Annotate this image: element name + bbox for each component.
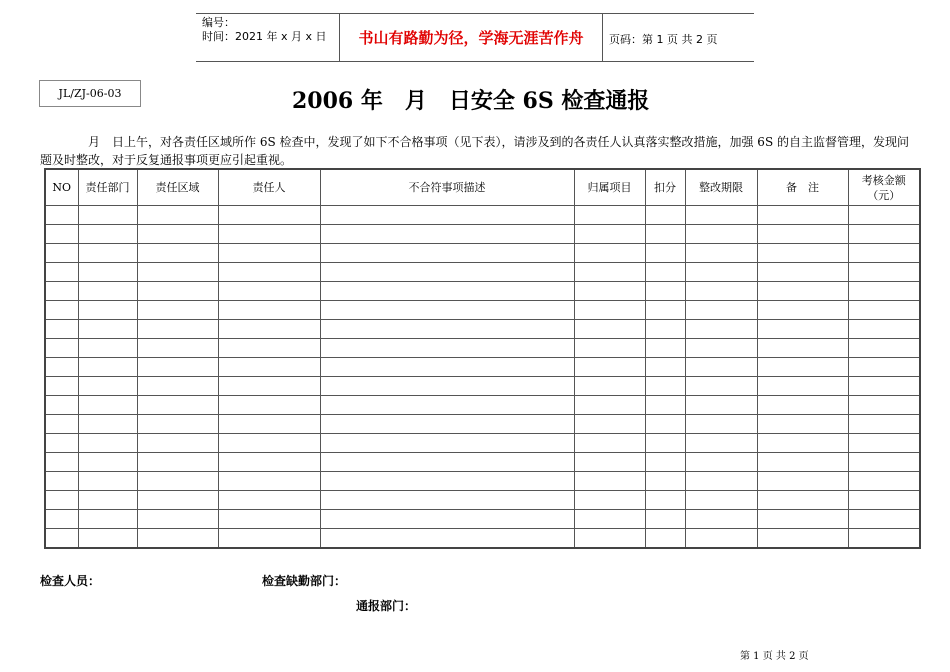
table-cell[interactable] <box>218 472 320 491</box>
table-cell[interactable] <box>757 225 848 244</box>
table-cell[interactable] <box>320 510 574 529</box>
table-cell[interactable] <box>757 282 848 301</box>
table-cell[interactable] <box>320 396 574 415</box>
table-cell[interactable] <box>574 453 645 472</box>
table-cell[interactable] <box>757 301 848 320</box>
table-cell[interactable] <box>78 320 137 339</box>
table-cell[interactable] <box>78 301 137 320</box>
table-cell[interactable] <box>757 529 848 549</box>
table-cell[interactable] <box>848 434 920 453</box>
table-cell[interactable] <box>78 510 137 529</box>
table-cell[interactable] <box>645 225 685 244</box>
table-cell[interactable] <box>218 206 320 225</box>
table-cell[interactable] <box>218 415 320 434</box>
header-info <box>202 16 327 44</box>
page-title: 2006 年 月 日安全 6S 检查通报 <box>292 88 650 114</box>
table-cell[interactable] <box>848 415 920 434</box>
table-cell[interactable] <box>45 434 78 453</box>
table-cell[interactable] <box>45 529 78 549</box>
table-cell[interactable] <box>78 244 137 263</box>
table-cell[interactable] <box>45 396 78 415</box>
table-cell[interactable] <box>78 282 137 301</box>
table-cell[interactable] <box>137 491 218 510</box>
table-cell[interactable] <box>574 434 645 453</box>
table-cell[interactable] <box>757 491 848 510</box>
table-cell[interactable] <box>45 472 78 491</box>
table-cell[interactable] <box>218 434 320 453</box>
inspector-label: 检查人员： <box>40 574 101 588</box>
table-cell[interactable] <box>218 453 320 472</box>
table-cell[interactable] <box>757 472 848 491</box>
table-cell[interactable] <box>645 263 685 282</box>
table-cell[interactable] <box>848 206 920 225</box>
table-cell[interactable] <box>757 453 848 472</box>
table-cell[interactable] <box>574 301 645 320</box>
table-cell[interactable] <box>320 453 574 472</box>
column-header: 责任区域 <box>137 169 218 206</box>
table-cell[interactable] <box>45 282 78 301</box>
table-cell[interactable] <box>757 244 848 263</box>
table-cell[interactable] <box>218 225 320 244</box>
table-cell[interactable] <box>137 339 218 358</box>
column-header: 归属项目 <box>574 169 645 206</box>
table-row <box>45 377 920 396</box>
table-cell[interactable] <box>320 358 574 377</box>
table-cell[interactable] <box>757 510 848 529</box>
table-row <box>45 396 920 415</box>
table-cell[interactable] <box>645 206 685 225</box>
page-header <box>196 13 754 62</box>
table-cell[interactable] <box>574 263 645 282</box>
table-cell[interactable] <box>848 472 920 491</box>
table-cell[interactable] <box>78 358 137 377</box>
table-cell[interactable] <box>848 263 920 282</box>
table-cell[interactable] <box>757 377 848 396</box>
intro-paragraph: 月 日上午，对各责任区域所作 6S 检查中，发现了如下不合格事项（见下表），请涉及到的各责任人认真落实整改措施，加强 6S 的自主监督管理，发现问题及时整改，对于反复通报事项更应引起重视。 <box>40 135 909 167</box>
column-header: 扣分 <box>645 169 685 206</box>
table-cell[interactable] <box>78 377 137 396</box>
table-cell[interactable] <box>685 282 757 301</box>
table-cell[interactable] <box>848 320 920 339</box>
table-cell[interactable] <box>45 453 78 472</box>
table-cell[interactable] <box>685 510 757 529</box>
table-cell[interactable] <box>78 491 137 510</box>
table-cell[interactable] <box>757 206 848 225</box>
table-cell[interactable] <box>218 377 320 396</box>
table-cell[interactable] <box>45 510 78 529</box>
column-header: 考核金额（元） <box>848 169 920 206</box>
table-cell[interactable] <box>848 529 920 549</box>
table-cell[interactable] <box>757 320 848 339</box>
table-cell[interactable] <box>685 415 757 434</box>
table-cell[interactable] <box>320 472 574 491</box>
table-cell[interactable] <box>45 263 78 282</box>
table-cell[interactable] <box>574 339 645 358</box>
table-row <box>45 301 920 320</box>
table-cell[interactable] <box>320 377 574 396</box>
table-cell[interactable] <box>574 377 645 396</box>
table-cell[interactable] <box>574 225 645 244</box>
table-cell[interactable] <box>574 529 645 549</box>
table-cell[interactable] <box>320 339 574 358</box>
table-cell[interactable] <box>645 358 685 377</box>
table-cell[interactable] <box>645 396 685 415</box>
table-cell[interactable] <box>645 415 685 434</box>
table-header-row <box>45 169 920 206</box>
table-row <box>45 510 920 529</box>
table-cell[interactable] <box>685 263 757 282</box>
table-cell[interactable] <box>757 339 848 358</box>
table-cell[interactable] <box>45 301 78 320</box>
table-cell[interactable] <box>848 282 920 301</box>
table-cell[interactable] <box>218 301 320 320</box>
page-number: 第 1 页 共 2 页 <box>740 651 809 662</box>
inspection-table <box>44 168 921 549</box>
table-cell[interactable] <box>848 301 920 320</box>
table-row <box>45 434 920 453</box>
table-cell[interactable] <box>137 206 218 225</box>
table-cell[interactable] <box>685 206 757 225</box>
column-header: 备 注 <box>757 169 848 206</box>
table-cell[interactable] <box>137 529 218 549</box>
table-cell[interactable] <box>320 282 574 301</box>
table-cell[interactable] <box>137 453 218 472</box>
table-cell[interactable] <box>574 510 645 529</box>
table-cell[interactable] <box>645 529 685 549</box>
table-cell[interactable] <box>45 244 78 263</box>
table-cell[interactable] <box>45 206 78 225</box>
table-cell[interactable] <box>685 339 757 358</box>
table-row <box>45 320 920 339</box>
table-cell[interactable] <box>320 263 574 282</box>
table-cell[interactable] <box>137 377 218 396</box>
table-cell[interactable] <box>137 301 218 320</box>
table-cell[interactable] <box>218 320 320 339</box>
table-cell[interactable] <box>574 282 645 301</box>
table-row <box>45 491 920 510</box>
table-cell[interactable] <box>848 510 920 529</box>
table-cell[interactable] <box>645 472 685 491</box>
table-cell[interactable] <box>45 415 78 434</box>
table-cell[interactable] <box>645 282 685 301</box>
table-cell[interactable] <box>78 396 137 415</box>
table-cell[interactable] <box>78 434 137 453</box>
table-cell[interactable] <box>757 434 848 453</box>
table-cell[interactable] <box>848 453 920 472</box>
table-cell[interactable] <box>574 396 645 415</box>
table-cell[interactable] <box>574 415 645 434</box>
table-cell[interactable] <box>45 358 78 377</box>
table-row <box>45 358 920 377</box>
table-cell[interactable] <box>45 491 78 510</box>
table-row <box>45 529 920 549</box>
table-cell[interactable] <box>320 301 574 320</box>
table-cell[interactable] <box>757 396 848 415</box>
table-cell[interactable] <box>645 339 685 358</box>
table-cell[interactable] <box>137 510 218 529</box>
table-cell[interactable] <box>78 415 137 434</box>
table-cell[interactable] <box>574 472 645 491</box>
table-row <box>45 453 920 472</box>
table-cell[interactable] <box>218 491 320 510</box>
table-cell[interactable] <box>685 301 757 320</box>
table-cell[interactable] <box>137 472 218 491</box>
column-header: 责任人 <box>218 169 320 206</box>
table-cell[interactable] <box>78 453 137 472</box>
table-cell[interactable] <box>320 491 574 510</box>
table-cell[interactable] <box>320 225 574 244</box>
doc-code: JL/ZJ-06-03 <box>39 80 141 107</box>
table-cell[interactable] <box>137 225 218 244</box>
table-cell[interactable] <box>685 225 757 244</box>
table-body <box>45 206 920 549</box>
table-cell[interactable] <box>137 263 218 282</box>
table-cell[interactable] <box>685 320 757 339</box>
table-row <box>45 244 920 263</box>
table-cell[interactable] <box>218 339 320 358</box>
table-cell[interactable] <box>685 396 757 415</box>
table-cell[interactable] <box>685 472 757 491</box>
table-cell[interactable] <box>78 263 137 282</box>
number-label: 编号： <box>202 16 235 29</box>
table-cell[interactable] <box>848 491 920 510</box>
table-cell[interactable] <box>320 529 574 549</box>
table-row <box>45 225 920 244</box>
table-cell[interactable] <box>218 510 320 529</box>
table-cell[interactable] <box>78 529 137 549</box>
table-cell[interactable] <box>45 225 78 244</box>
table-cell[interactable] <box>137 358 218 377</box>
table-cell[interactable] <box>685 377 757 396</box>
table-cell[interactable] <box>645 301 685 320</box>
table-cell[interactable] <box>320 434 574 453</box>
table-cell[interactable] <box>848 358 920 377</box>
report-dept-label: 通报部门： <box>356 599 417 613</box>
absent-dept-label: 检查缺勤部门： <box>262 574 347 588</box>
table-cell[interactable] <box>574 320 645 339</box>
table-cell[interactable] <box>45 377 78 396</box>
time-label: 时间：2021 年 x 月 x 日 <box>202 30 327 43</box>
page-label: 页码：第 1 页 共 2 页 <box>609 33 718 46</box>
column-header: 责任部门 <box>78 169 137 206</box>
table-cell[interactable] <box>320 320 574 339</box>
table-cell[interactable] <box>574 491 645 510</box>
table-cell[interactable] <box>137 244 218 263</box>
table-row <box>45 415 920 434</box>
table-cell[interactable] <box>685 453 757 472</box>
table-cell[interactable] <box>218 529 320 549</box>
table-cell[interactable] <box>848 244 920 263</box>
motto: 书山有路勤为径，学海无涯苦作舟 <box>339 14 603 61</box>
table-cell[interactable] <box>645 377 685 396</box>
table-cell[interactable] <box>78 472 137 491</box>
table-cell[interactable] <box>685 358 757 377</box>
table-cell[interactable] <box>645 434 685 453</box>
table-cell[interactable] <box>78 225 137 244</box>
table-cell[interactable] <box>645 510 685 529</box>
table-cell[interactable] <box>848 339 920 358</box>
table-cell[interactable] <box>645 453 685 472</box>
table-cell[interactable] <box>685 491 757 510</box>
table-cell[interactable] <box>848 225 920 244</box>
table-cell[interactable] <box>218 358 320 377</box>
table-cell[interactable] <box>137 282 218 301</box>
table-cell[interactable] <box>574 358 645 377</box>
table-cell[interactable] <box>645 320 685 339</box>
table-row <box>45 339 920 358</box>
column-header: 不合符事项描述 <box>320 169 574 206</box>
table-row <box>45 206 920 225</box>
table-row <box>45 282 920 301</box>
table-cell[interactable] <box>218 396 320 415</box>
column-header: 整改期限 <box>685 169 757 206</box>
table-cell[interactable] <box>574 206 645 225</box>
table-cell[interactable] <box>45 339 78 358</box>
table-cell[interactable] <box>218 282 320 301</box>
table-cell[interactable] <box>757 263 848 282</box>
table-cell[interactable] <box>574 244 645 263</box>
table-cell[interactable] <box>645 491 685 510</box>
table-cell[interactable] <box>685 244 757 263</box>
table-cell[interactable] <box>757 415 848 434</box>
table-cell[interactable] <box>320 415 574 434</box>
table-cell[interactable] <box>320 206 574 225</box>
table-cell[interactable] <box>78 339 137 358</box>
column-header: NO <box>45 169 78 206</box>
table-cell[interactable] <box>685 529 757 549</box>
table-cell[interactable] <box>218 263 320 282</box>
table-cell[interactable] <box>137 396 218 415</box>
table-cell[interactable] <box>848 396 920 415</box>
table-cell[interactable] <box>848 377 920 396</box>
table-row <box>45 263 920 282</box>
table-cell[interactable] <box>320 244 574 263</box>
table-cell[interactable] <box>45 320 78 339</box>
table-cell[interactable] <box>757 358 848 377</box>
table-row <box>45 472 920 491</box>
table-cell[interactable] <box>137 434 218 453</box>
table-cell[interactable] <box>137 320 218 339</box>
table-cell[interactable] <box>645 244 685 263</box>
table-cell[interactable] <box>218 244 320 263</box>
table-cell[interactable] <box>137 415 218 434</box>
table-cell[interactable] <box>78 206 137 225</box>
table-cell[interactable] <box>685 434 757 453</box>
